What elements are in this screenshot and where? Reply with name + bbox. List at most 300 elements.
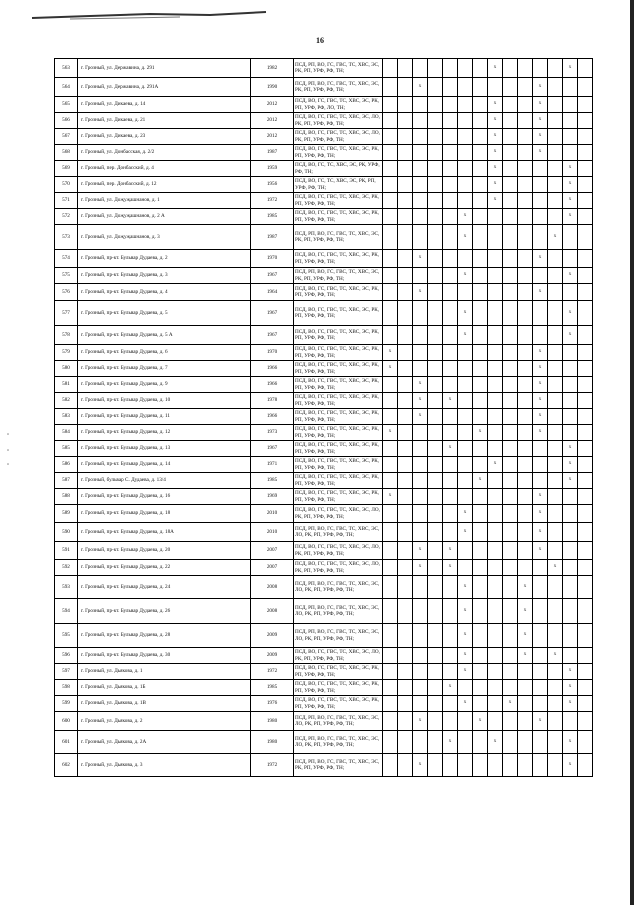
scan-edge [630, 0, 634, 905]
row-year: 1982 [251, 59, 294, 78]
row-year: 1980 [251, 731, 294, 754]
row-mark-cell [443, 624, 458, 648]
row-address: г. Грозный, пр-кт. Бульвар Дудаева, д. 12 [78, 425, 251, 441]
row-services: ПСД, ВО, ГС, ГВС, ТС, ХВС, ЭС, ЛО, РК, РП, УРФ, РФ, ТН; [294, 129, 383, 145]
row-mark-cell: x [383, 361, 398, 377]
row-mark-cell [503, 301, 518, 326]
row-mark-cell [473, 599, 488, 624]
row-year: 1969 [251, 489, 294, 505]
row-mark-cell [473, 268, 488, 284]
row-mark-cell: x [563, 177, 578, 193]
row-mark-cell [443, 754, 458, 777]
row-mark-cell [563, 648, 578, 664]
row-mark-cell [398, 560, 413, 576]
row-mark-cell [458, 361, 473, 377]
row-mark-cell [458, 542, 473, 560]
row-mark-cell [443, 161, 458, 177]
row-mark-cell [548, 250, 563, 268]
row-services: ПСД, ВО, ГС, ГВС, ТС, ХВС, ЭС, РК, РП, УРФ, РФ, ТН; [294, 209, 383, 225]
row-mark-cell [458, 712, 473, 731]
row-mark-cell: x [383, 425, 398, 441]
row-mark-cell [503, 473, 518, 489]
row-mark-cell [383, 78, 398, 97]
table-row [55, 326, 593, 345]
row-mark-cell [563, 361, 578, 377]
row-mark-cell [548, 129, 563, 145]
row-mark-cell [383, 209, 398, 225]
row-services: ПСД, ВО, ГС, ГВС, ТС, ХВС, ЭС, ЛО, РК, РП, УРФ, РФ, ТН; [294, 113, 383, 129]
row-mark-cell [488, 712, 503, 731]
row-address: г. Грозный, ул. Дьякова, д. 2А [78, 731, 251, 754]
row-mark-cell [533, 59, 548, 78]
row-mark-cell: x [413, 393, 428, 409]
row-address: г. Грозный, ул. Доҗуҗашнанов, д. 3 [78, 225, 251, 250]
row-year: 2010 [251, 505, 294, 523]
row-mark-cell [428, 161, 443, 177]
row-mark-cell [578, 664, 593, 680]
table-row [55, 161, 593, 177]
row-mark-cell [518, 696, 533, 712]
row-services: ПСД, ВО, ГС, ТС, ХВС, ЭС, РК, УРФ, РФ, ТН; [294, 161, 383, 177]
row-mark-cell [503, 193, 518, 209]
row-mark-cell [578, 161, 593, 177]
row-mark-cell: x [563, 209, 578, 225]
row-mark-cell [488, 268, 503, 284]
row-services: ПСД, ВО, ГС, ГВС, ТС, ХВС, ЭС, ЛО, РК, РП, УРФ, РФ, ТН; [294, 560, 383, 576]
row-mark-cell: x [563, 441, 578, 457]
row-mark-cell [398, 161, 413, 177]
table-row [55, 505, 593, 523]
row-mark-cell [488, 696, 503, 712]
row-mark-cell [383, 648, 398, 664]
row-mark-cell [563, 393, 578, 409]
row-mark-cell: x [488, 193, 503, 209]
row-address: г. Грозный, пр-кт. Бульвар Дудаева, д. 18А [78, 523, 251, 542]
row-mark-cell [473, 409, 488, 425]
row-mark-cell: x [473, 425, 488, 441]
row-number: 585 [55, 441, 78, 457]
row-services: ПСД, ВО, ГС, ГВС, ТС, ХВС, ЭС, РК, РП, УРФ, РФ, ТН; [294, 680, 383, 696]
row-number: 577 [55, 301, 78, 326]
row-mark-cell [533, 731, 548, 754]
row-mark-cell: x [443, 680, 458, 696]
row-year: 1976 [251, 696, 294, 712]
table-row [55, 542, 593, 560]
row-address: г. Грозный, пр-кт. Бульвар Дудаева, д. 7 [78, 361, 251, 377]
row-mark-cell [548, 576, 563, 599]
row-mark-cell [398, 59, 413, 78]
row-mark-cell [578, 489, 593, 505]
row-mark-cell [383, 664, 398, 680]
row-mark-cell [533, 301, 548, 326]
row-mark-cell [428, 193, 443, 209]
row-mark-cell [428, 473, 443, 489]
row-mark-cell [428, 696, 443, 712]
row-mark-cell [473, 361, 488, 377]
row-mark-cell [413, 129, 428, 145]
row-mark-cell [443, 193, 458, 209]
row-mark-cell: x [458, 505, 473, 523]
table-row [55, 97, 593, 113]
row-address: г. Грозный, пр-кт. Бульвар Дудаева, д. 30 [78, 648, 251, 664]
table-row [55, 113, 593, 129]
row-services: ПСД, ВО, ГС, ГВС, ТС, ХВС, ЭС, РК, РП, УРФ, РФ, ТН; [294, 473, 383, 489]
row-mark-cell [548, 505, 563, 523]
row-mark-cell [488, 425, 503, 441]
row-mark-cell [518, 664, 533, 680]
row-mark-cell [503, 225, 518, 250]
row-number: 583 [55, 409, 78, 425]
row-services: ПСД, ВО, ГС, ГВС, ТС, ХВС, ЭС, РК, РП, УРФ, РФ, ТН; [294, 696, 383, 712]
row-mark-cell: x [473, 712, 488, 731]
row-address: г. Грозный, пер. Донбасский, д. 12 [78, 177, 251, 193]
row-mark-cell [518, 301, 533, 326]
row-mark-cell [488, 361, 503, 377]
row-mark-cell [548, 409, 563, 425]
row-address: г. Грозный, пр-кт. Бульвар Дудаева, д. 13 [78, 441, 251, 457]
row-mark-cell: x [533, 345, 548, 361]
row-mark-cell [383, 59, 398, 78]
row-mark-cell [533, 268, 548, 284]
row-mark-cell: x [458, 648, 473, 664]
row-mark-cell [413, 473, 428, 489]
table-row [55, 599, 593, 624]
row-mark-cell [473, 542, 488, 560]
row-address: г. Грозный, пр-кт. Бульвар Дудаева, д. 26 [78, 599, 251, 624]
row-mark-cell [413, 268, 428, 284]
row-mark-cell [428, 489, 443, 505]
row-mark-cell [383, 301, 398, 326]
row-mark-cell [398, 664, 413, 680]
row-mark-cell [473, 680, 488, 696]
row-year: 2007 [251, 542, 294, 560]
row-mark-cell [563, 505, 578, 523]
row-mark-cell [503, 664, 518, 680]
row-mark-cell: x [548, 560, 563, 576]
row-mark-cell: x [563, 731, 578, 754]
row-mark-cell: x [473, 473, 488, 489]
table-row [55, 78, 593, 97]
row-mark-cell [578, 361, 593, 377]
table-row [55, 409, 593, 425]
row-mark-cell [473, 489, 488, 505]
table-row [55, 712, 593, 731]
row-mark-cell [518, 326, 533, 345]
row-mark-cell: x [518, 576, 533, 599]
row-mark-cell [428, 409, 443, 425]
row-mark-cell: x [533, 97, 548, 113]
row-mark-cell [548, 113, 563, 129]
row-address: г. Грозный, пер. Донбасский, д. 4 [78, 161, 251, 177]
row-mark-cell [428, 145, 443, 161]
row-services: ПСД, ВО, ГС, ГВС, ТС, ХВС, ЭС, РК, РП, УРФ, РФ, ТН; [294, 409, 383, 425]
row-mark-cell [383, 177, 398, 193]
row-mark-cell [458, 560, 473, 576]
row-mark-cell [488, 523, 503, 542]
row-address: г. Грозный, пр-кт. Бульвар Дудаева, д. 10 [78, 393, 251, 409]
row-mark-cell [398, 193, 413, 209]
row-mark-cell [503, 425, 518, 441]
row-mark-cell [413, 441, 428, 457]
row-mark-cell [413, 177, 428, 193]
row-mark-cell [428, 754, 443, 777]
row-mark-cell [533, 473, 548, 489]
row-number: 591 [55, 542, 78, 560]
row-mark-cell [518, 523, 533, 542]
row-year: 1970 [251, 345, 294, 361]
row-mark-cell: x [443, 542, 458, 560]
scan-artifact [30, 8, 270, 22]
row-mark-cell [503, 268, 518, 284]
row-mark-cell: x [413, 377, 428, 393]
row-number: 596 [55, 648, 78, 664]
row-mark-cell [428, 505, 443, 523]
row-mark-cell [443, 225, 458, 250]
table-row [55, 489, 593, 505]
row-mark-cell: x [533, 361, 548, 377]
table-row [55, 696, 593, 712]
row-mark-cell [473, 731, 488, 754]
row-mark-cell: x [518, 599, 533, 624]
row-mark-cell [533, 161, 548, 177]
row-services: ПСД, РП, ВО, ГС, ГВС, ТС, ХВС, ЭС, ЛО, РК, РП, УРФ, РФ, ТН; [294, 523, 383, 542]
row-mark-cell [518, 113, 533, 129]
row-mark-cell [578, 209, 593, 225]
row-mark-cell [443, 113, 458, 129]
row-mark-cell: x [443, 560, 458, 576]
row-mark-cell [473, 664, 488, 680]
row-mark-cell [503, 731, 518, 754]
row-mark-cell: x [488, 177, 503, 193]
row-number: 572 [55, 209, 78, 225]
row-mark-cell [473, 377, 488, 393]
row-mark-cell [563, 712, 578, 731]
row-mark-cell [458, 441, 473, 457]
row-mark-cell: x [533, 409, 548, 425]
row-mark-cell [503, 177, 518, 193]
row-mark-cell [578, 129, 593, 145]
row-number: 568 [55, 145, 78, 161]
row-mark-cell [503, 145, 518, 161]
row-year: 2012 [251, 97, 294, 113]
row-services: ПСД, ВО, ГС, ГВС, ТС, ХВС, ЭС, ЛО, РК, РП, УРФ, РФ, ТН; [294, 542, 383, 560]
row-mark-cell [398, 441, 413, 457]
row-mark-cell [488, 664, 503, 680]
row-mark-cell [518, 377, 533, 393]
row-mark-cell [413, 599, 428, 624]
row-number: 566 [55, 113, 78, 129]
row-address: г. Грозный, пр-кт. Бульвар Дудаева, д. 24 [78, 576, 251, 599]
row-mark-cell [578, 542, 593, 560]
row-mark-cell [473, 648, 488, 664]
row-mark-cell [473, 624, 488, 648]
row-mark-cell [428, 345, 443, 361]
row-mark-cell [428, 441, 443, 457]
row-mark-cell [383, 505, 398, 523]
row-mark-cell [518, 193, 533, 209]
row-mark-cell [413, 664, 428, 680]
row-mark-cell [518, 560, 533, 576]
row-services: ПСД, ВО, ГС, ГВС, ТС, ХВС, ЭС, РК, РП, УРФ, РФ, ТН; [294, 361, 383, 377]
row-mark-cell [473, 225, 488, 250]
row-services: ПСД, ВО, ГС, ГВС, ТС, ХВС, ЭС, РК, РП, УРФ, РФ, ТН; [294, 425, 383, 441]
row-mark-cell [473, 177, 488, 193]
row-mark-cell [398, 250, 413, 268]
row-mark-cell: x [563, 696, 578, 712]
row-mark-cell: x [458, 326, 473, 345]
row-mark-cell [413, 145, 428, 161]
row-mark-cell [443, 696, 458, 712]
row-mark-cell: x [413, 542, 428, 560]
row-mark-cell [548, 473, 563, 489]
table-row [55, 576, 593, 599]
row-address: г. Грозный, ул. Дьякова, д. 1 [78, 664, 251, 680]
row-year: 2010 [251, 523, 294, 542]
row-services: ПСД, ВО, ГС, ГВС, ТС, ХВС, ЭС, ЛО, РК, РП, УРФ, РФ, ТН; [294, 505, 383, 523]
page-number: 16 [316, 36, 324, 45]
row-mark-cell [578, 301, 593, 326]
row-mark-cell [428, 457, 443, 473]
row-mark-cell [548, 209, 563, 225]
row-mark-cell [578, 393, 593, 409]
row-number: 586 [55, 457, 78, 473]
row-mark-cell [563, 523, 578, 542]
row-mark-cell [458, 731, 473, 754]
row-mark-cell [458, 97, 473, 113]
row-mark-cell: x [533, 377, 548, 393]
row-mark-cell: x [458, 576, 473, 599]
row-number: 579 [55, 345, 78, 361]
row-mark-cell [503, 161, 518, 177]
row-address: г. Грозный, ул. Дикаева, д. 21 [78, 113, 251, 129]
row-year: 1964 [251, 284, 294, 301]
row-mark-cell [548, 268, 563, 284]
row-mark-cell [473, 250, 488, 268]
row-year: 2012 [251, 113, 294, 129]
row-mark-cell: x [458, 209, 473, 225]
row-mark-cell [398, 505, 413, 523]
row-mark-cell [383, 393, 398, 409]
row-mark-cell [518, 457, 533, 473]
row-mark-cell [533, 209, 548, 225]
row-mark-cell [443, 326, 458, 345]
row-mark-cell [488, 489, 503, 505]
row-mark-cell [413, 209, 428, 225]
row-services: ПСД, ВО, ГС, ГВС, ТС, ХВС, ЭС, РК, РП, УРФ, РФ, ТН; [294, 145, 383, 161]
row-mark-cell [503, 78, 518, 97]
row-mark-cell [503, 59, 518, 78]
row-mark-cell [383, 754, 398, 777]
row-mark-cell [398, 473, 413, 489]
row-mark-cell: x [443, 393, 458, 409]
row-mark-cell [383, 97, 398, 113]
row-mark-cell [578, 599, 593, 624]
row-mark-cell [458, 377, 473, 393]
row-mark-cell [518, 250, 533, 268]
row-mark-cell [473, 393, 488, 409]
row-mark-cell [443, 145, 458, 161]
row-mark-cell [473, 754, 488, 777]
row-mark-cell [413, 326, 428, 345]
row-mark-cell [398, 284, 413, 301]
row-mark-cell [488, 250, 503, 268]
row-mark-cell [578, 680, 593, 696]
row-mark-cell [503, 377, 518, 393]
row-number: 576 [55, 284, 78, 301]
row-year: 1967 [251, 441, 294, 457]
row-mark-cell [503, 542, 518, 560]
housing-table [54, 58, 586, 777]
row-mark-cell: x [413, 284, 428, 301]
row-mark-cell [383, 523, 398, 542]
row-mark-cell [413, 193, 428, 209]
row-mark-cell [503, 284, 518, 301]
row-mark-cell [488, 345, 503, 361]
row-services: ПСД, РП, ВО, ГС, ГВС, ТС, ХВС, ЭС, ЛО, РК, РП, УРФ, РФ, ТН; [294, 599, 383, 624]
row-year: 1966 [251, 361, 294, 377]
row-mark-cell [398, 361, 413, 377]
row-mark-cell [578, 624, 593, 648]
row-mark-cell [398, 78, 413, 97]
row-year: 1985 [251, 473, 294, 489]
row-mark-cell [533, 225, 548, 250]
row-services: ПСД, РП, ВО, ГС, ГВС, ТС, ХВС, ЭС, ЛО, РК, РП, УРФ, РФ, ТН; [294, 576, 383, 599]
table-row [55, 680, 593, 696]
row-mark-cell [578, 250, 593, 268]
row-mark-cell [413, 59, 428, 78]
row-mark-cell [518, 712, 533, 731]
row-number: 571 [55, 193, 78, 209]
row-mark-cell [443, 377, 458, 393]
row-number: 601 [55, 731, 78, 754]
row-mark-cell [578, 97, 593, 113]
row-mark-cell: x [533, 523, 548, 542]
row-year: 1959 [251, 161, 294, 177]
row-mark-cell [413, 425, 428, 441]
row-mark-cell [458, 250, 473, 268]
row-mark-cell [428, 624, 443, 648]
row-mark-cell [428, 599, 443, 624]
row-mark-cell [503, 250, 518, 268]
row-mark-cell [428, 542, 443, 560]
row-mark-cell [578, 441, 593, 457]
row-mark-cell [548, 97, 563, 113]
table-row [55, 731, 593, 754]
row-mark-cell [473, 326, 488, 345]
row-mark-cell [428, 326, 443, 345]
row-mark-cell: x [563, 664, 578, 680]
row-mark-cell [488, 505, 503, 523]
row-services: ПСД, РП, ВО, ГС, ГВС, ТС, ХВС, ЭС, ЛО, РК, РП, УРФ, РФ, ТН; [294, 712, 383, 731]
row-mark-cell [383, 560, 398, 576]
row-services: ПСД, ВО, ГС, ГВС, ТС, ХВС, ЭС, РК, РП, УРФ, РФ, ТН; [294, 345, 383, 361]
row-number: 570 [55, 177, 78, 193]
row-mark-cell [398, 377, 413, 393]
row-mark-cell [578, 696, 593, 712]
row-mark-cell: x [488, 97, 503, 113]
row-mark-cell [503, 129, 518, 145]
row-mark-cell [548, 161, 563, 177]
row-mark-cell [398, 731, 413, 754]
row-number: 581 [55, 377, 78, 393]
row-mark-cell [518, 542, 533, 560]
row-mark-cell: x [488, 457, 503, 473]
row-mark-cell [458, 177, 473, 193]
row-mark-cell [578, 177, 593, 193]
row-mark-cell [443, 268, 458, 284]
row-number: 575 [55, 268, 78, 284]
row-mark-cell [428, 560, 443, 576]
